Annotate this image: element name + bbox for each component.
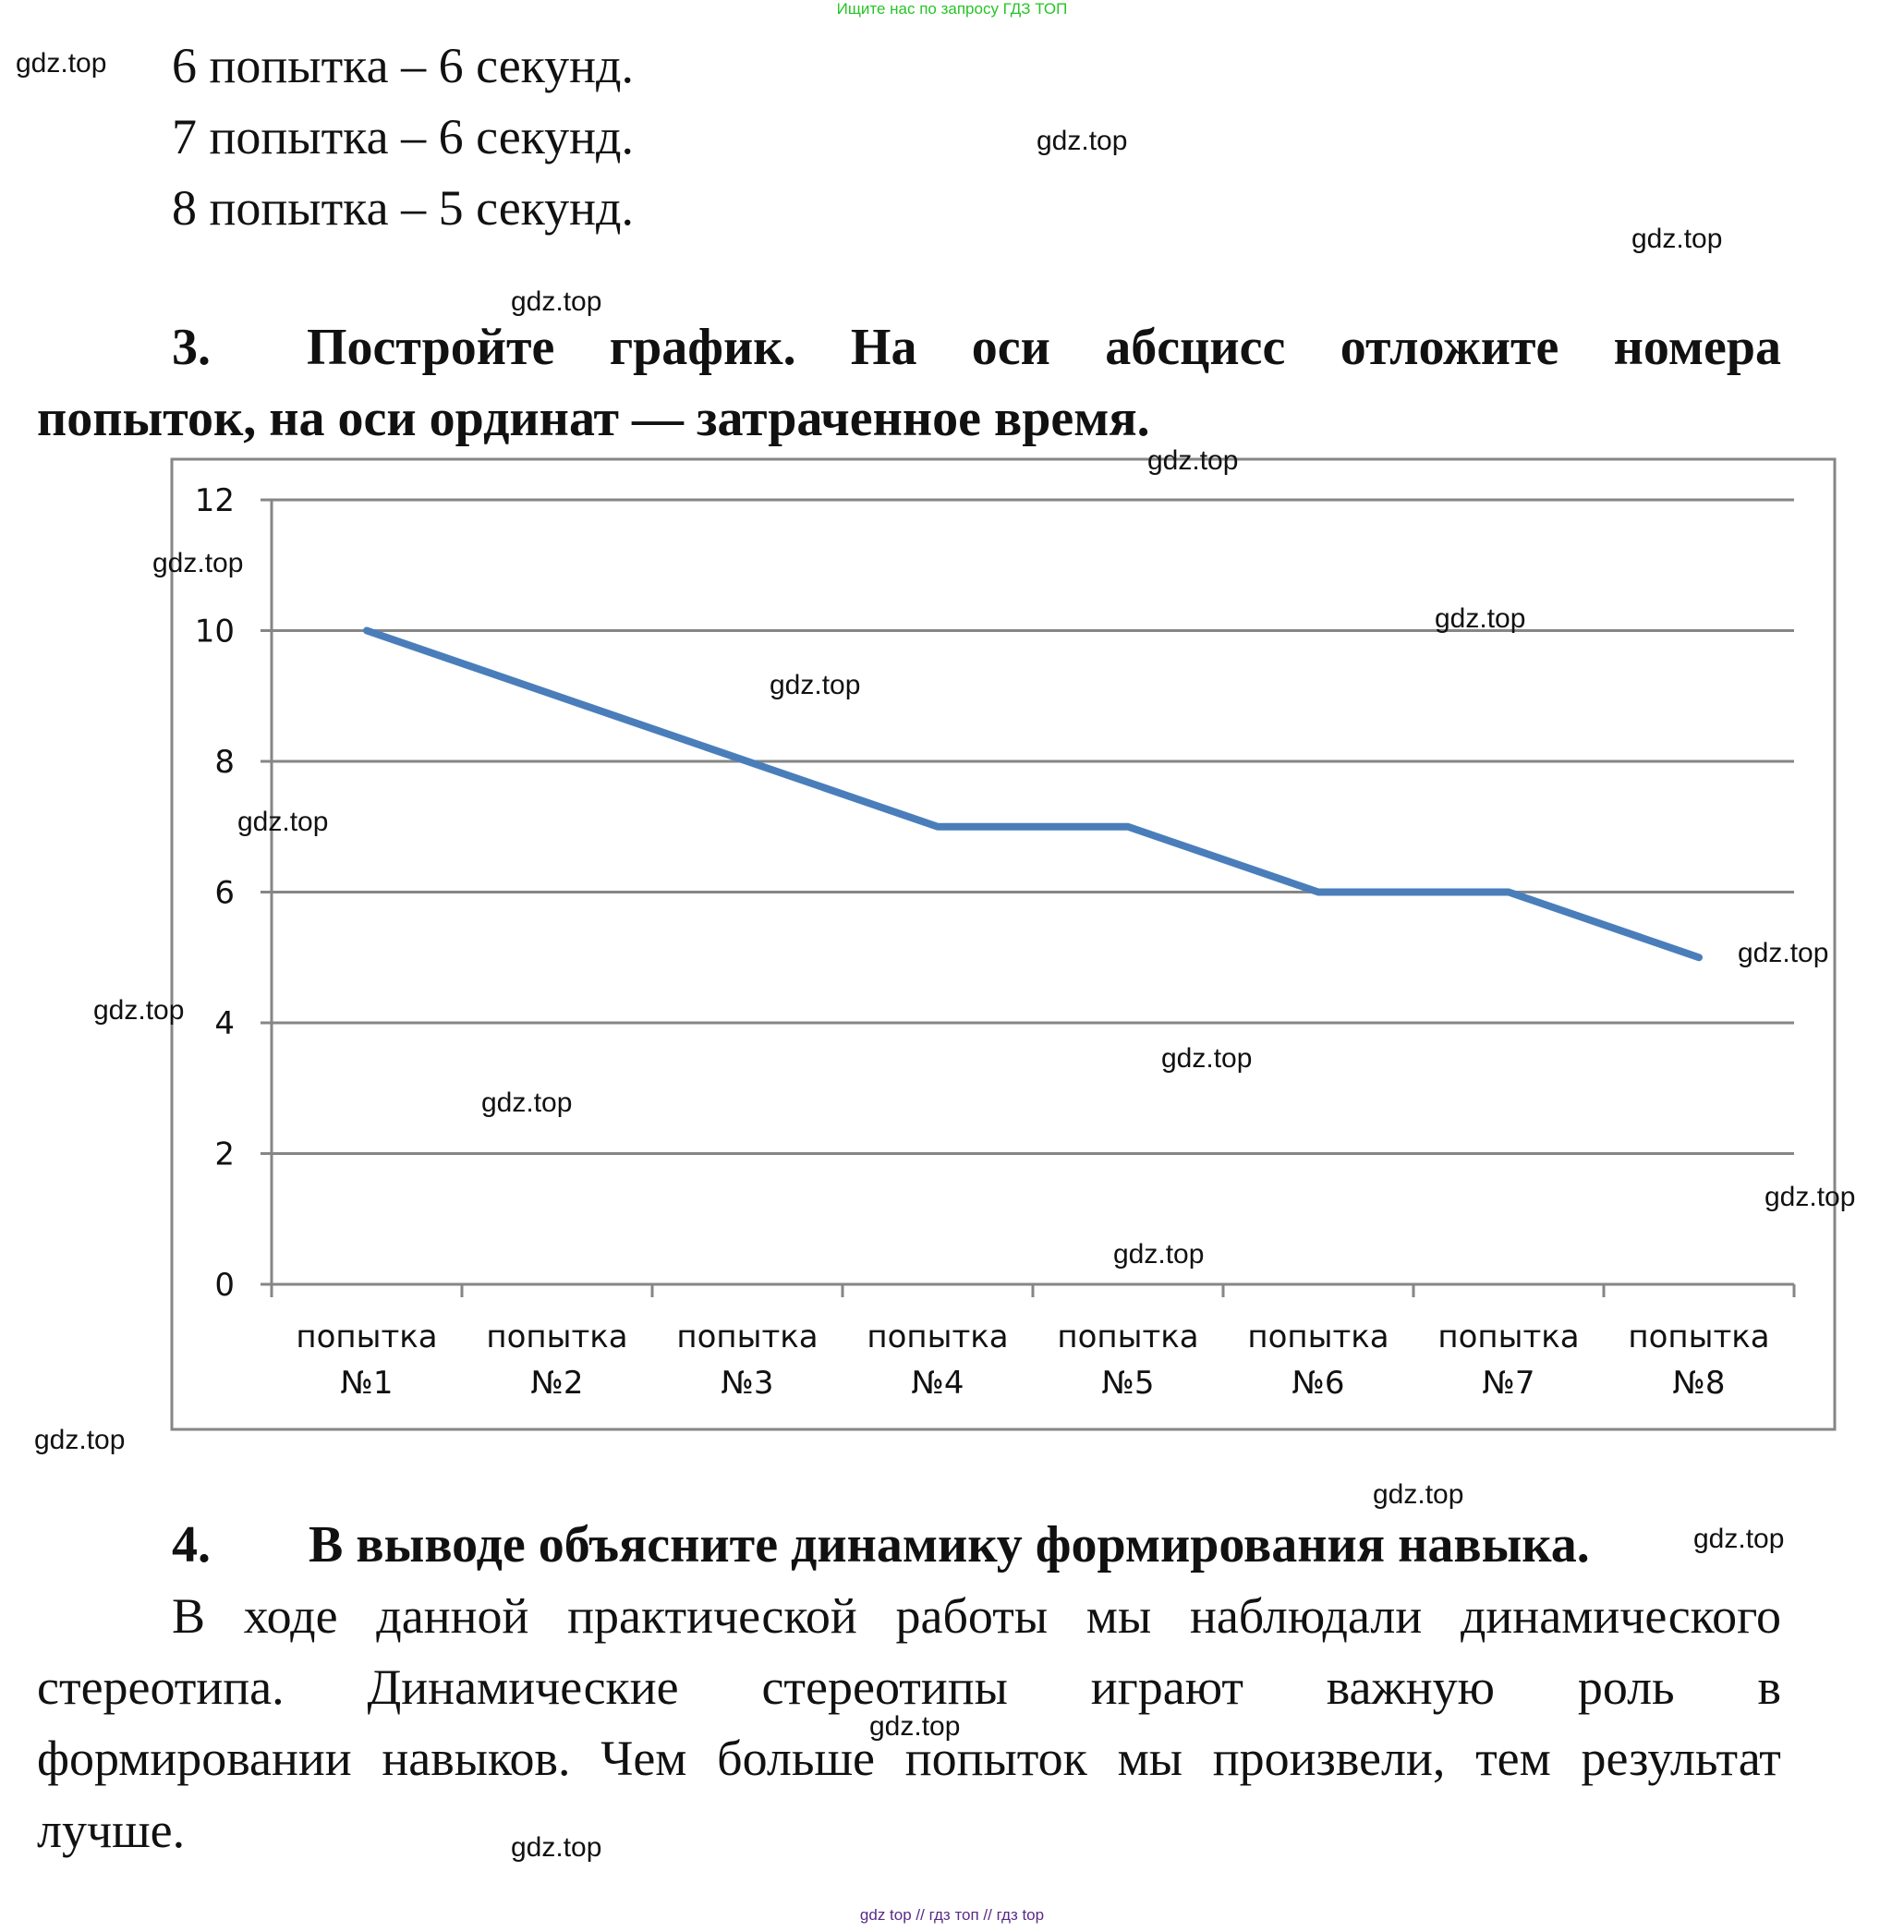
conclusion-word: роль: [1577, 1659, 1675, 1715]
data-point: [746, 760, 748, 762]
conclusion-word: навыков.: [382, 1731, 571, 1786]
data-point: [366, 630, 368, 632]
conclusion-word: больше: [717, 1731, 876, 1786]
watermark: gdz.top: [1765, 1182, 1856, 1212]
y-tick-label: 2: [214, 1136, 235, 1173]
task4-heading: В выводе объясните динамику формирования навыка.: [309, 1516, 1590, 1574]
watermark: gdz.top: [93, 995, 185, 1026]
data-point: [556, 695, 558, 697]
conclusion-word: данной: [376, 1588, 529, 1644]
task3-word: На: [850, 319, 917, 376]
x-tick-label: попытка №4: [867, 1318, 1009, 1402]
task3-word: отложите: [1340, 319, 1559, 376]
watermark: gdz.top: [16, 48, 107, 79]
y-tick-label: 8: [214, 744, 235, 781]
task4-number: 4.: [172, 1516, 211, 1574]
conclusion-word: результат: [1581, 1731, 1781, 1786]
y-tick-label: 4: [214, 1005, 235, 1042]
conclusion-word: стереотипы: [761, 1659, 1008, 1715]
conclusion-word: ходе: [243, 1588, 338, 1644]
attempt-line-8: 8 попытка – 5 секунд.: [172, 180, 635, 236]
watermark: gdz.top: [152, 548, 244, 578]
data-point: [1317, 892, 1319, 893]
watermark: gdz.top: [481, 1088, 573, 1118]
x-tick-label: попытка №5: [1057, 1318, 1199, 1402]
task3-word: номера: [1613, 319, 1781, 376]
x-tick-label: попытка №2: [486, 1318, 628, 1402]
conclusion-word: работы: [895, 1588, 1049, 1644]
conclusion-word: мы: [1085, 1588, 1152, 1644]
conclusion-word: попыток: [904, 1731, 1087, 1786]
watermark: gdz.top: [1037, 126, 1128, 156]
conclusion-word: стереотипа.: [37, 1659, 285, 1715]
x-tick-label: попытка №8: [1628, 1318, 1770, 1402]
conclusion-line2: [37, 1659, 1781, 1716]
watermark: gdz.top: [1113, 1239, 1205, 1270]
watermark: gdz.top: [1631, 224, 1723, 254]
conclusion-word: формировании: [37, 1731, 352, 1786]
data-point: [1127, 826, 1129, 828]
conclusion-word: В: [172, 1588, 206, 1644]
watermark: gdz.top: [237, 807, 329, 837]
watermark: gdz.top: [770, 670, 861, 700]
attempt-line-7: 7 попытка – 6 секунд.: [172, 109, 635, 164]
attempt-line-6: 6 попытка – 6 секунд.: [172, 38, 635, 93]
y-tick-label: 6: [214, 874, 235, 912]
task3-word: график.: [609, 319, 796, 376]
task3-word: Постройте: [307, 319, 555, 376]
watermark: gdz.top: [511, 1832, 602, 1863]
x-tick-label: попытка №7: [1437, 1318, 1580, 1402]
conclusion-word: важную: [1326, 1659, 1496, 1715]
conclusion-word: Динамические: [367, 1659, 679, 1715]
conclusion-word: тем: [1475, 1731, 1551, 1786]
watermark: gdz.top: [1161, 1043, 1253, 1074]
task3-word: абсцисс: [1105, 319, 1286, 376]
x-tick-label: попытка №6: [1247, 1318, 1389, 1402]
conclusion-word: произвели,: [1212, 1731, 1446, 1786]
task3-number: 3.: [172, 319, 211, 376]
y-tick-label: 12: [194, 482, 235, 519]
data-point: [1508, 892, 1510, 893]
conclusion-line4: лучше.: [37, 1803, 186, 1858]
conclusion-word: наблюдали: [1189, 1588, 1423, 1644]
data-point: [1698, 956, 1700, 958]
conclusion-word: динамического: [1460, 1588, 1781, 1644]
conclusion-word: Чем: [600, 1731, 687, 1786]
y-tick-label: 10: [194, 613, 235, 650]
footer: gdz top // гдз топ // гдз top: [859, 1906, 1045, 1924]
data-point: [937, 826, 939, 828]
conclusion-word: играют: [1090, 1659, 1243, 1715]
watermark: gdz.top: [1435, 603, 1526, 634]
conclusion-word: практической: [567, 1588, 857, 1644]
watermark: gdz.top: [511, 286, 602, 317]
watermark: gdz.top: [1373, 1479, 1464, 1510]
conclusion-word: в: [1757, 1659, 1781, 1715]
watermark: gdz.top: [1147, 445, 1239, 476]
x-tick-label: попытка №1: [296, 1318, 438, 1402]
y-tick-label: 0: [214, 1267, 235, 1304]
x-tick-label: попытка №3: [676, 1318, 819, 1402]
task3-word: оси: [971, 319, 1050, 376]
watermark: gdz.top: [869, 1711, 961, 1742]
conclusion-line1: [172, 1587, 1781, 1645]
task3-heading-line2: попыток, на оси ординат — затраченное время.: [37, 390, 1150, 447]
watermark: gdz.top: [34, 1425, 126, 1455]
conclusion-word: мы: [1117, 1731, 1183, 1786]
top-banner: Ищите нас по запросу ГДЗ ТОП: [836, 0, 1068, 18]
watermark: gdz.top: [1693, 1524, 1785, 1554]
watermark: gdz.top: [1738, 938, 1829, 968]
